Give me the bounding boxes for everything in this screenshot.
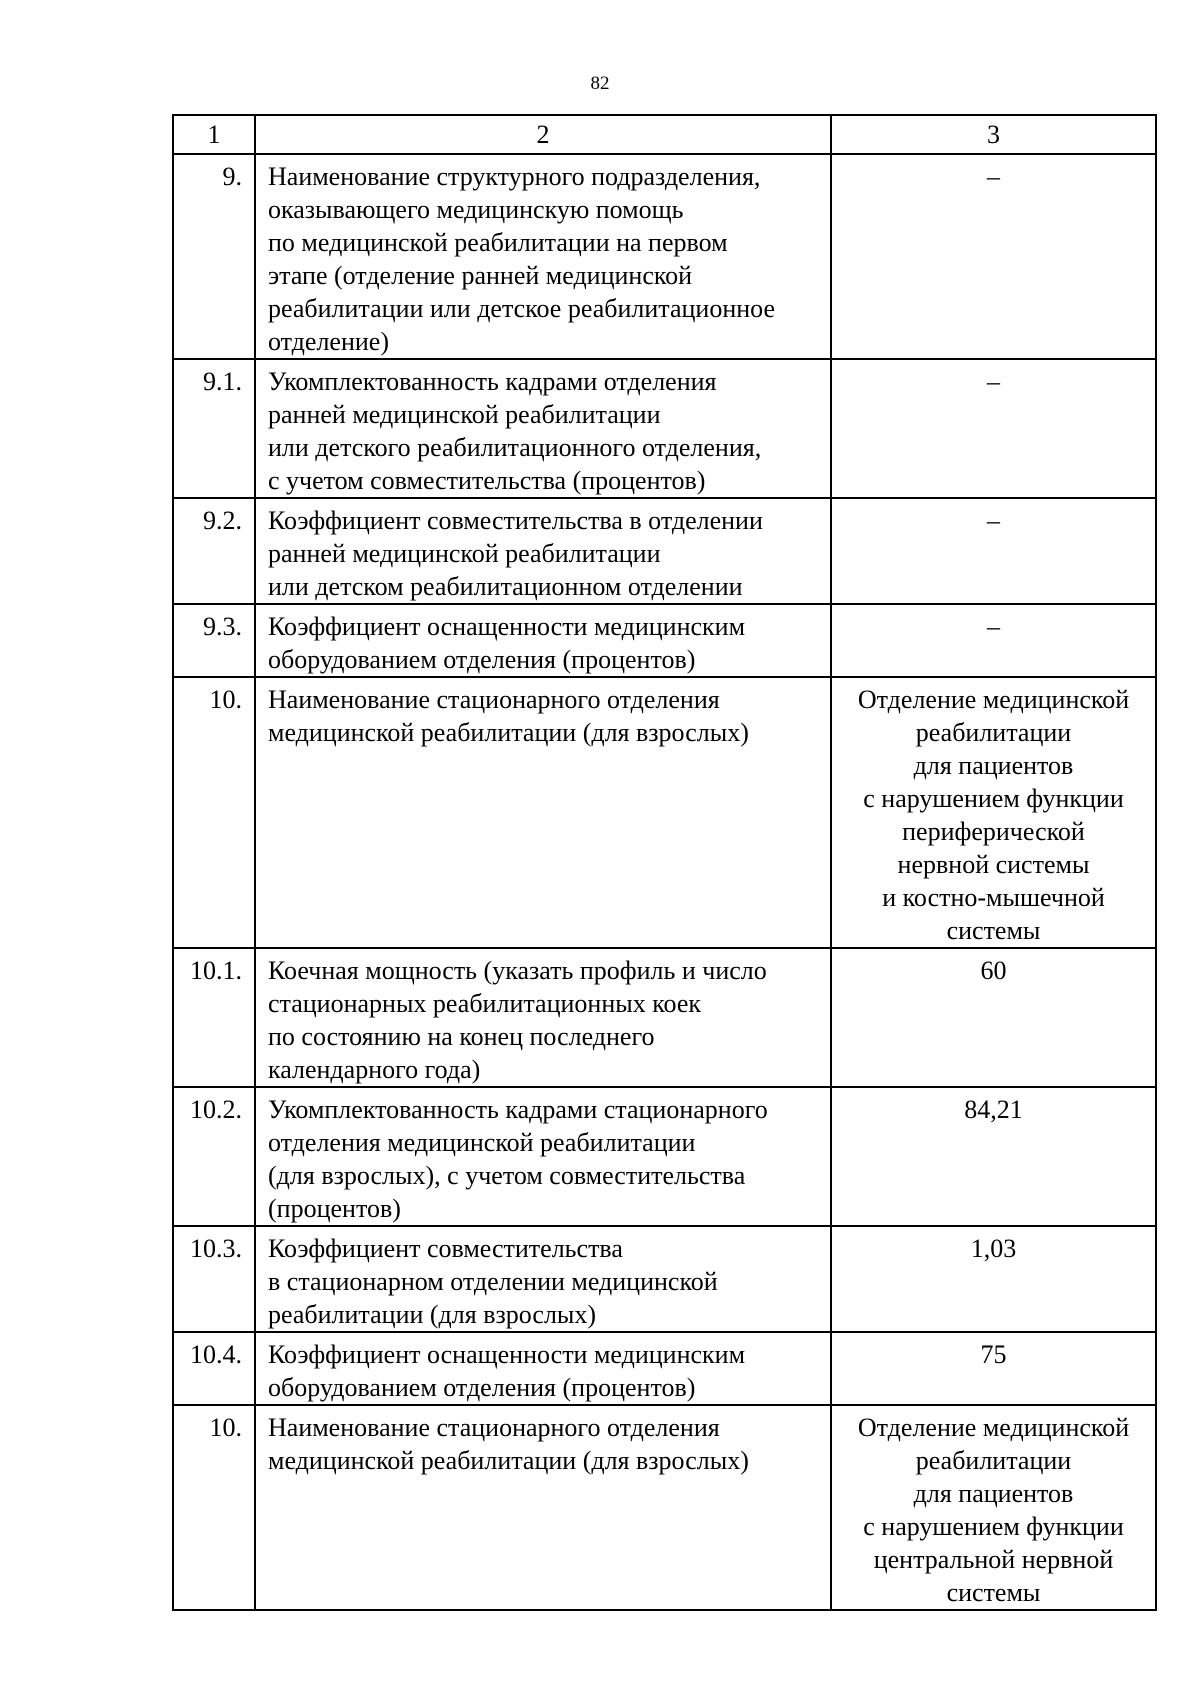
description-line: с учетом совместительства (процентов) [268, 466, 706, 495]
description-line: (для взрослых), с учетом совместительства [268, 1161, 746, 1190]
value-line: Отделение медицинской [857, 1413, 1130, 1442]
row-number: 9. [173, 154, 255, 359]
row-number: 9.1. [173, 359, 255, 498]
table-row [173, 604, 1156, 677]
table-row [173, 948, 1156, 1087]
description-line: ранней медицинской реабилитации [268, 539, 661, 568]
data-table [172, 114, 1157, 1611]
description-line: оказывающего медицинскую помощь [268, 195, 684, 224]
description-line: реабилитации или детское реабилитационное [268, 294, 776, 323]
value-line: для пациентов [913, 1479, 1074, 1508]
column-header-2: 2 [255, 115, 831, 154]
row-number: 10.4. [173, 1332, 255, 1405]
description-line: Наименование структурного подразделения, [268, 162, 761, 191]
table-row [173, 498, 1156, 604]
description-line: или детском реабилитационном отделении [268, 572, 743, 601]
value-line: для пациентов [913, 751, 1074, 780]
description-line: Коэффициент совместительства [268, 1234, 623, 1263]
row-description [255, 677, 831, 948]
row-number: 9.3. [173, 604, 255, 677]
description-line: или детского реабилитационного отделения, [268, 433, 762, 462]
row-value [831, 1226, 1156, 1332]
row-number: 10.2. [173, 1087, 255, 1226]
value-line: – [987, 612, 1000, 641]
row-description [255, 1226, 831, 1332]
row-value [831, 154, 1156, 359]
value-line: – [987, 162, 1000, 191]
page-number: 82 [590, 73, 610, 94]
description-line: медицинской реабилитации (для взрослых) [268, 1446, 749, 1475]
row-description [255, 1332, 831, 1405]
value-line: с нарушением функции [863, 784, 1124, 813]
column-header-3: 3 [831, 115, 1156, 154]
description-line: оборудованием отделения (процентов) [268, 1373, 696, 1402]
row-description [255, 1087, 831, 1226]
description-line: стационарных реабилитационных коек [268, 989, 701, 1018]
row-number: 10.3. [173, 1226, 255, 1332]
value-line: 75 [980, 1340, 1007, 1369]
description-line: календарного года) [268, 1055, 481, 1084]
row-value [831, 1087, 1156, 1226]
value-line: периферической [902, 817, 1085, 846]
row-value [831, 948, 1156, 1087]
description-line: по медицинской реабилитации на первом [268, 228, 728, 257]
table-row [173, 1087, 1156, 1226]
row-number: 10.1. [173, 948, 255, 1087]
value-line: 1,03 [970, 1234, 1017, 1263]
description-line: Наименование стационарного отделения [268, 685, 720, 714]
table-row [173, 359, 1156, 498]
description-line: ранней медицинской реабилитации [268, 400, 661, 429]
row-description [255, 1405, 831, 1610]
value-line: с нарушением функции [863, 1512, 1124, 1541]
row-description [255, 359, 831, 498]
description-line: отделения медицинской реабилитации [268, 1128, 696, 1157]
value-line: и костно-мышечной [882, 883, 1105, 912]
table-body [173, 115, 1156, 1610]
row-number: 10. [173, 1405, 255, 1610]
row-value [831, 359, 1156, 498]
value-line: – [987, 506, 1000, 535]
row-description [255, 948, 831, 1087]
value-line: центральной нервной [873, 1545, 1114, 1574]
table-row [173, 1226, 1156, 1332]
row-value [831, 1332, 1156, 1405]
description-line: Коэффициент оснащенности медицинским [268, 612, 746, 641]
description-line: Укомплектованность кадрами отделения [268, 367, 717, 396]
row-number: 10. [173, 677, 255, 948]
row-value [831, 604, 1156, 677]
value-line: 60 [980, 956, 1007, 985]
row-value [831, 677, 1156, 948]
description-line: в стационарном отделении медицинской [268, 1267, 718, 1296]
description-line: Коечная мощность (указать профиль и число [268, 956, 767, 985]
description-line: Коэффициент оснащенности медицинским [268, 1340, 746, 1369]
description-line: Коэффициент совместительства в отделении [268, 506, 763, 535]
description-line: Наименование стационарного отделения [268, 1413, 720, 1442]
description-line: отделение) [268, 327, 389, 356]
value-line: 84,21 [964, 1095, 1023, 1124]
row-description [255, 498, 831, 604]
row-number: 9.2. [173, 498, 255, 604]
description-line: оборудованием отделения (процентов) [268, 645, 696, 674]
description-line: этапе (отделение ранней медицинской [268, 261, 693, 290]
value-line: системы [946, 1578, 1041, 1607]
value-line: реабилитации [915, 718, 1072, 747]
table-row [173, 1332, 1156, 1405]
row-value [831, 498, 1156, 604]
row-value [831, 1405, 1156, 1610]
row-description [255, 604, 831, 677]
description-line: медицинской реабилитации (для взрослых) [268, 718, 749, 747]
description-line: реабилитации (для взрослых) [268, 1300, 597, 1329]
row-description [255, 154, 831, 359]
value-line: – [987, 367, 1000, 396]
table-row [173, 154, 1156, 359]
column-header-1: 1 [173, 115, 255, 154]
description-line: Укомплектованность кадрами стационарного [268, 1095, 768, 1124]
value-line: Отделение медицинской [857, 685, 1130, 714]
value-line: нервной системы [897, 850, 1090, 879]
table-row [173, 1405, 1156, 1610]
value-line: реабилитации [915, 1446, 1072, 1475]
value-line: системы [946, 916, 1041, 945]
table-row [173, 677, 1156, 948]
table-header-row [173, 115, 1156, 154]
description-line: по состоянию на конец последнего [268, 1022, 655, 1051]
description-line: (процентов) [268, 1194, 401, 1223]
